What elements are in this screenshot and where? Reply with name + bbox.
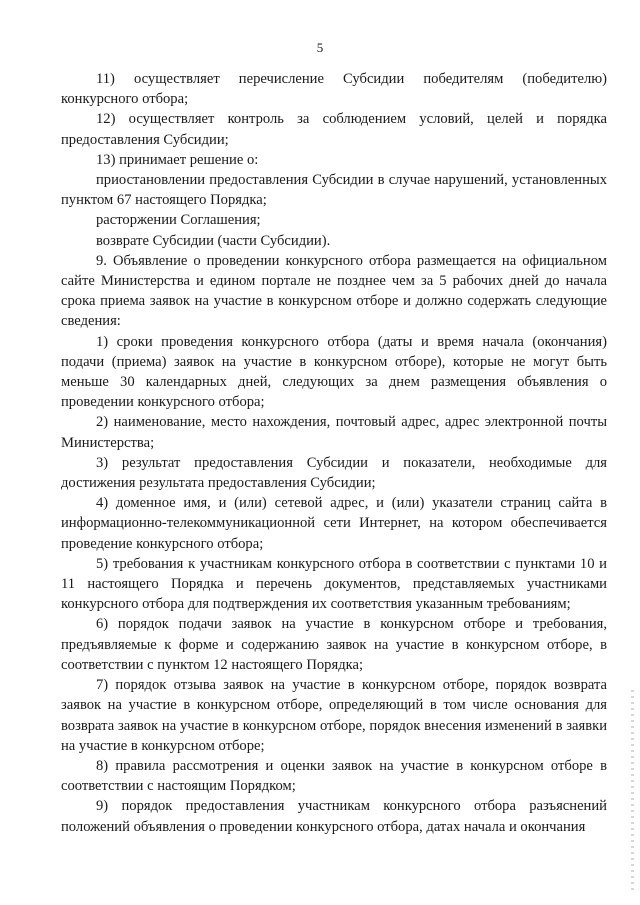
document-body — [61, 69, 607, 837]
paragraph-9-item-6: 6) порядок подачи заявок на участие в конкурсном отборе и требования, предъявляемые к форме и содержанию заявок на участие в конкурсном отборе, в соответствии с пунктом 12 настоящего Порядка; — [61, 616, 607, 673]
page-number: 5 — [316, 40, 324, 55]
scan-edge-mark — [631, 690, 634, 890]
paragraph-item-13-termination: расторжении Соглашения; — [96, 212, 261, 229]
paragraph-9-item-9: 9) порядок предоставления участникам конкурсного отбора разъяснений положений объявления о проведении конкурсного отбора, датах начала и окончания — [61, 798, 607, 835]
paragraph-item-12: 12) осуществляет контроль за соблюдением условий, целей и порядка предоставления Субсидии; — [61, 111, 607, 148]
paragraph-item-11: 11) осуществляет перечисление Субсидии победителям (победителю) конкурсного отбора; — [61, 71, 607, 108]
paragraph-item-13-suspension: приостановлении предоставления Субсидии в случае нарушений, установленных пунктом 67 настоящего Порядка; — [61, 172, 607, 209]
paragraph-item-13: 13) принимает решение о: — [96, 151, 259, 168]
paragraph-9-item-7: 7) порядок отзыва заявок на участие в конкурсном отборе, порядок возврата заявок на участие в конкурсном отборе, определяющий в том числе основания для возврата заявок на участие в конкурсном отборе, порядок внесения изменений в заявки на участие в конкурсном отборе; — [61, 677, 607, 754]
paragraph-section-9: 9. Объявление о проведении конкурсного отбора размещается на официальном сайте Министерства и едином портале не позднее чем за 5 рабочих дней до начала срока приема заявок на участие в конкурсном отборе и должно содержать следующие сведения: — [61, 252, 607, 330]
paragraph-9-item-4: 4) доменное имя, и (или) сетевой адрес, и (или) указатели страниц сайта в информационно-телекоммуникационной сети Интернет, на котором обеспечивается проведение конкурсного отбора; — [61, 495, 607, 552]
paragraph-item-13-refund: возврате Субсидии (части Субсидии). — [96, 232, 331, 249]
paragraph-9-item-8: 8) правила рассмотрения и оценки заявок на участие в конкурсном отборе в соответствии с настоящим Порядком; — [61, 757, 607, 795]
paragraph-9-item-5: 5) требования к участникам конкурсного отбора в соответствии с пунктами 10 и 11 настоящего Порядка и перечень документов, представляемых участниками конкурсного отбора для подтверждения их соответствия указанным требованиям; — [61, 555, 607, 613]
paragraph-9-item-2: 2) наименование, место нахождения, почтовый адрес, адрес электронной почты Министерства; — [61, 414, 607, 451]
paragraph-9-item-3: 3) результат предоставления Субсидии и показатели, необходимые для достижения результата предоставления Субсидии; — [61, 454, 607, 492]
paragraph-9-item-1: 1) сроки проведения конкурсного отбора (даты и время начала (окончания) подачи (приема) заявок на участие в конкурсном отборе), которые не могут быть меньше 30 календарных дней, следующих за днем размещения объявления о проведении конкурсного отбора; — [61, 333, 607, 411]
